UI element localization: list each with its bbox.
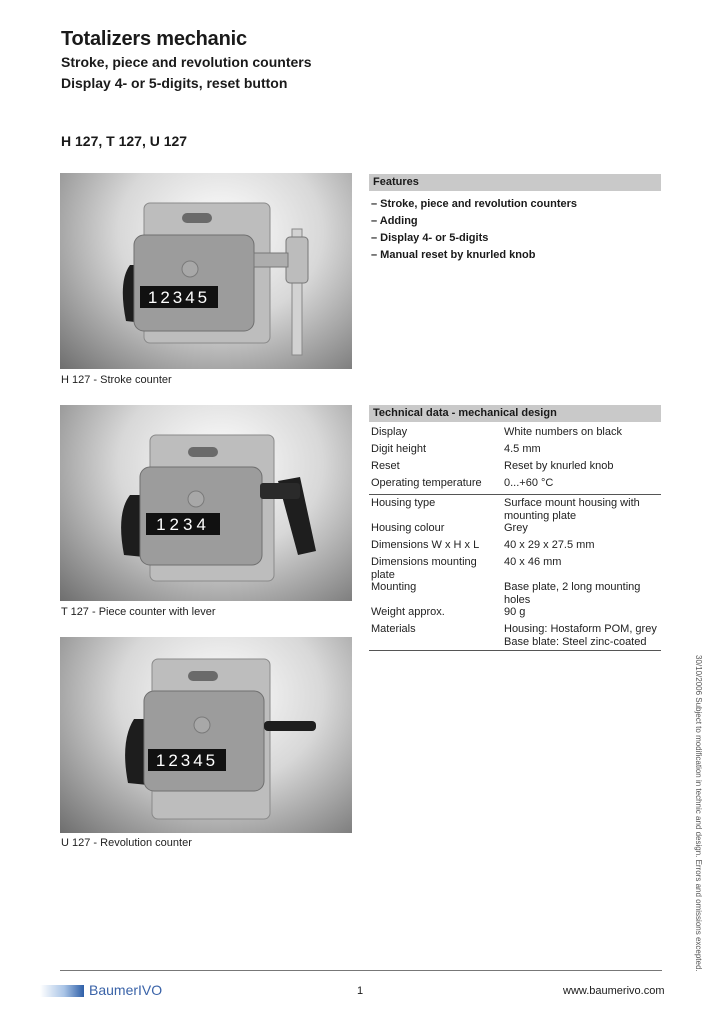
table-row <box>369 623 661 651</box>
logo-text: BaumerIVO <box>89 982 163 998</box>
spec-value: 0...+60 °C <box>504 477 554 489</box>
spec-value-multiline <box>502 623 661 651</box>
spec-key: Materials <box>369 623 502 651</box>
photo-stroke-counter <box>60 173 352 369</box>
spec-value: 4.5 mm <box>504 443 541 455</box>
drive-shaft <box>264 721 316 731</box>
display-digits: 12345 <box>147 288 211 307</box>
table-row <box>369 477 661 495</box>
page-title: Totalizers mechanic <box>61 28 247 50</box>
features-heading: Features <box>369 174 661 191</box>
plunger-head <box>286 237 308 283</box>
spec-value: White numbers on black <box>504 426 622 438</box>
caption-piece-counter: T 127 - Piece counter with lever <box>61 606 216 618</box>
spec-value: Grey <box>504 522 528 534</box>
technical-heading: Technical data - mechanical design <box>369 405 661 422</box>
feature-item: – Stroke, piece and revolution counters <box>371 198 577 210</box>
feature-item: – Display 4- or 5-digits <box>371 232 489 244</box>
spec-value: Reset by knurled knob <box>504 460 614 472</box>
spec-value: 40 x 29 x 27.5 mm <box>504 539 595 551</box>
spec-key: Weight approx. <box>371 606 445 618</box>
spec-key: Digit height <box>371 443 427 455</box>
revolution-counter-illustration <box>60 637 352 833</box>
feature-item: – Adding <box>371 215 418 227</box>
side-disclaimer: 30/10/2006 Subject to modification in technic and design. Errors and omissions excepted. <box>694 655 703 972</box>
technical-data-table <box>369 426 661 651</box>
spec-value: Base plate, 2 long mounting holes <box>504 581 641 606</box>
feature-item: – Manual reset by knurled knob <box>371 249 536 261</box>
website-link[interactable]: www.baumerivo.com <box>563 985 665 997</box>
spec-key: Reset <box>371 460 400 472</box>
table-row <box>369 426 661 443</box>
table-row <box>369 556 661 581</box>
stroke-counter-illustration <box>60 173 352 369</box>
spec-value: 40 x 46 mm <box>504 556 562 568</box>
display-digits: 12345 <box>155 751 219 770</box>
logo-gradient-bar <box>40 985 84 997</box>
housing <box>134 235 254 331</box>
table-row <box>369 539 661 556</box>
logo-emblem <box>182 261 198 277</box>
lever-pivot <box>260 483 300 499</box>
housing <box>144 691 264 791</box>
table-row <box>369 581 661 606</box>
spec-value: Housing: Hostaform POM, grey <box>504 623 657 635</box>
model-list: H 127, T 127, U 127 <box>61 133 188 149</box>
spec-key: Housing colour <box>371 522 445 534</box>
spec-value: 90 g <box>504 606 526 618</box>
page-number: 1 <box>357 985 364 997</box>
table-row <box>369 460 661 477</box>
display-digits: 1234 <box>156 515 210 534</box>
features-list <box>371 196 577 264</box>
piece-counter-illustration <box>60 405 352 601</box>
spec-value: Surface mount housing with mounting plate <box>502 495 661 523</box>
spec-value: Base blate: Steel zinc-coated <box>504 635 647 648</box>
table-row <box>369 495 661 523</box>
spec-key: Mounting <box>371 581 417 593</box>
spec-key: Housing type <box>369 495 502 523</box>
table-row <box>369 443 661 460</box>
logo-emblem <box>194 717 210 733</box>
table-row <box>369 522 661 539</box>
caption-revolution-counter: U 127 - Revolution counter <box>61 837 192 849</box>
subtitle-2: Display 4- or 5-digits, reset button <box>61 75 288 91</box>
subtitle-1: Stroke, piece and revolution counters <box>61 54 312 70</box>
photo-piece-counter <box>60 405 352 601</box>
spec-key: Display <box>371 426 408 438</box>
spec-key: Operating temperature <box>371 477 482 489</box>
caption-stroke-counter: H 127 - Stroke counter <box>61 374 172 386</box>
spec-key: Dimensions mounting plate <box>371 556 477 581</box>
mounting-hole <box>188 671 218 681</box>
footer-divider <box>60 970 662 971</box>
brand-logo <box>40 982 180 1000</box>
mounting-hole <box>182 213 212 223</box>
photo-revolution-counter <box>60 637 352 833</box>
table-row <box>369 606 661 623</box>
logo-emblem <box>188 491 204 507</box>
plunger-arm <box>254 253 288 267</box>
spec-key: Dimensions W x H x L <box>371 539 480 551</box>
mounting-hole <box>188 447 218 457</box>
